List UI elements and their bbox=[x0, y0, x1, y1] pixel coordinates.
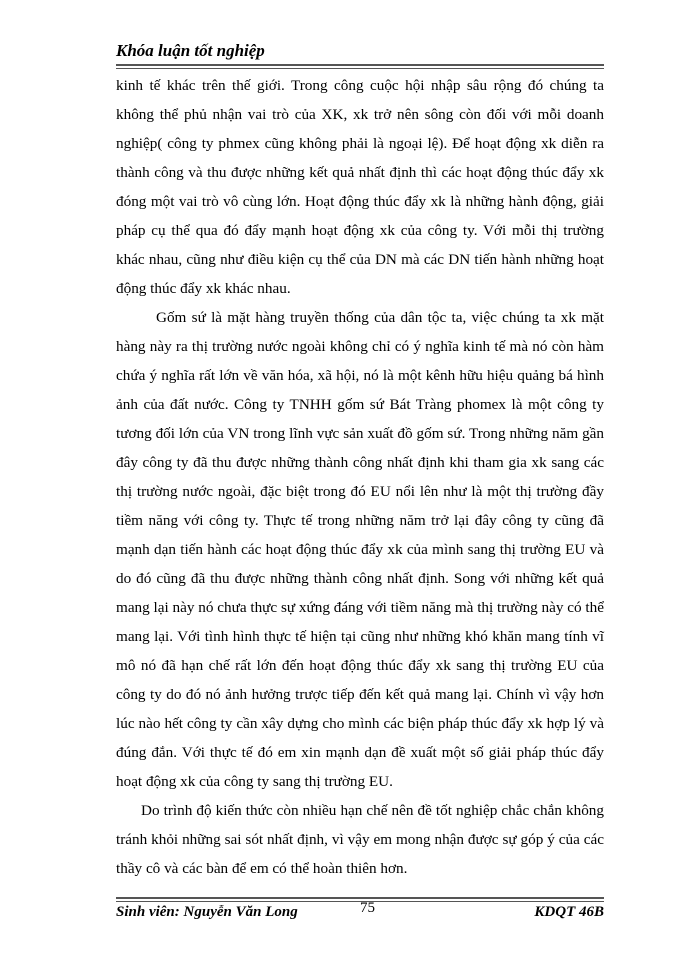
body-text bbox=[116, 71, 604, 883]
paragraph-1: kinh tế khác trên thế giới. Trong công cuộc hội nhập sâu rộng đó chúng ta không thể phủ nhận vai trò của XK, xk trở nên sông còn đối với mỗi doanh nghiệp( công ty phmex cũng không phải là ngoại lệ). Để hoạt động xk diễn ra thành công và thu được những kết quả nhất định thì các hoạt động thúc đẩy xk đóng một vai trò vô cùng lớn. Hoạt động thúc đẩy xk là những hành động, giải pháp cụ thể qua đó đẩy mạnh hoạt động xk của công ty. Với mỗi thị trường khác nhau, cũng như điều kiện cụ thể của DN mà các DN tiến hành những hoạt động thúc đẩy xk khác nhau. bbox=[116, 77, 604, 297]
page-footer bbox=[116, 902, 604, 922]
footer-author: Sinh viên: Nguyễn Văn Long bbox=[116, 904, 298, 920]
header-divider bbox=[116, 64, 604, 69]
footer-class-code: KDQT 46B bbox=[534, 904, 604, 920]
page-header-title: Khóa luận tốt nghiệp bbox=[116, 41, 265, 60]
page-number: 75 bbox=[360, 900, 375, 916]
paragraph-3: Do trình độ kiến thức còn nhiều hạn chế nên đề tốt nghiệp chắc chắn không tránh khỏi những sai sót nhất định, vì vậy em mong nhận được sự góp ý của các thầy cô và các bàn để em có thể hoàn thiên hơn. bbox=[116, 802, 604, 877]
paragraph-2: Gốm sứ là mặt hàng truyền thống của dân tộc ta, việc chúng ta xk mặt hàng này ra thị trường nước ngoài không chỉ có ý nghĩa kinh tế mà nó còn hàm chứa ý nghĩa rất lớn về văn hóa, xã hội, nó là một kênh hữu hiệu quảng bá hình ảnh của đất nước. Công ty TNHH gốm sứ Bát Tràng phomex là một công ty tương đối lớn của VN trong lĩnh vực sản xuất đồ gốm sứ. Trong những năm gần đây công ty đã thu được những thành công nhất định khi tham gia xk sang các thị trường nước ngoài, đặc biệt trong đó EU nổi lên như là một thị trường đầy tiềm năng với công ty. Thực tế trong những năm trở lại đây công ty cũng đã mạnh dạn tiến hành các hoạt động thúc đẩy xk của mình sang thị trường EU và do đó cũng đã thu được những thành công nhất định. Song với những kết quả mang lại này nó chưa thực sự xứng đáng với tiềm năng mà thị trường này có thể mang lại. Với tình hình thực tế hiện tại cũng như những khó khăn mang tính vĩ mô nó đã hạn chế rất lớn đến hoạt động thúc đẩy xk sang thị trường EU của công ty do đó nó ảnh hưởng trược tiếp đến kết quả mang lại. Chính vì vậy hơn lúc nào hết công ty cần xây dựng cho mình các biện pháp thúc đẩy xk hợp lý và đúng đắn. Với thực tế đó em xin mạnh dạn đề xuất một số giải pháp thúc đẩy hoạt động xk của công ty sang thị trường EU. bbox=[116, 309, 604, 790]
